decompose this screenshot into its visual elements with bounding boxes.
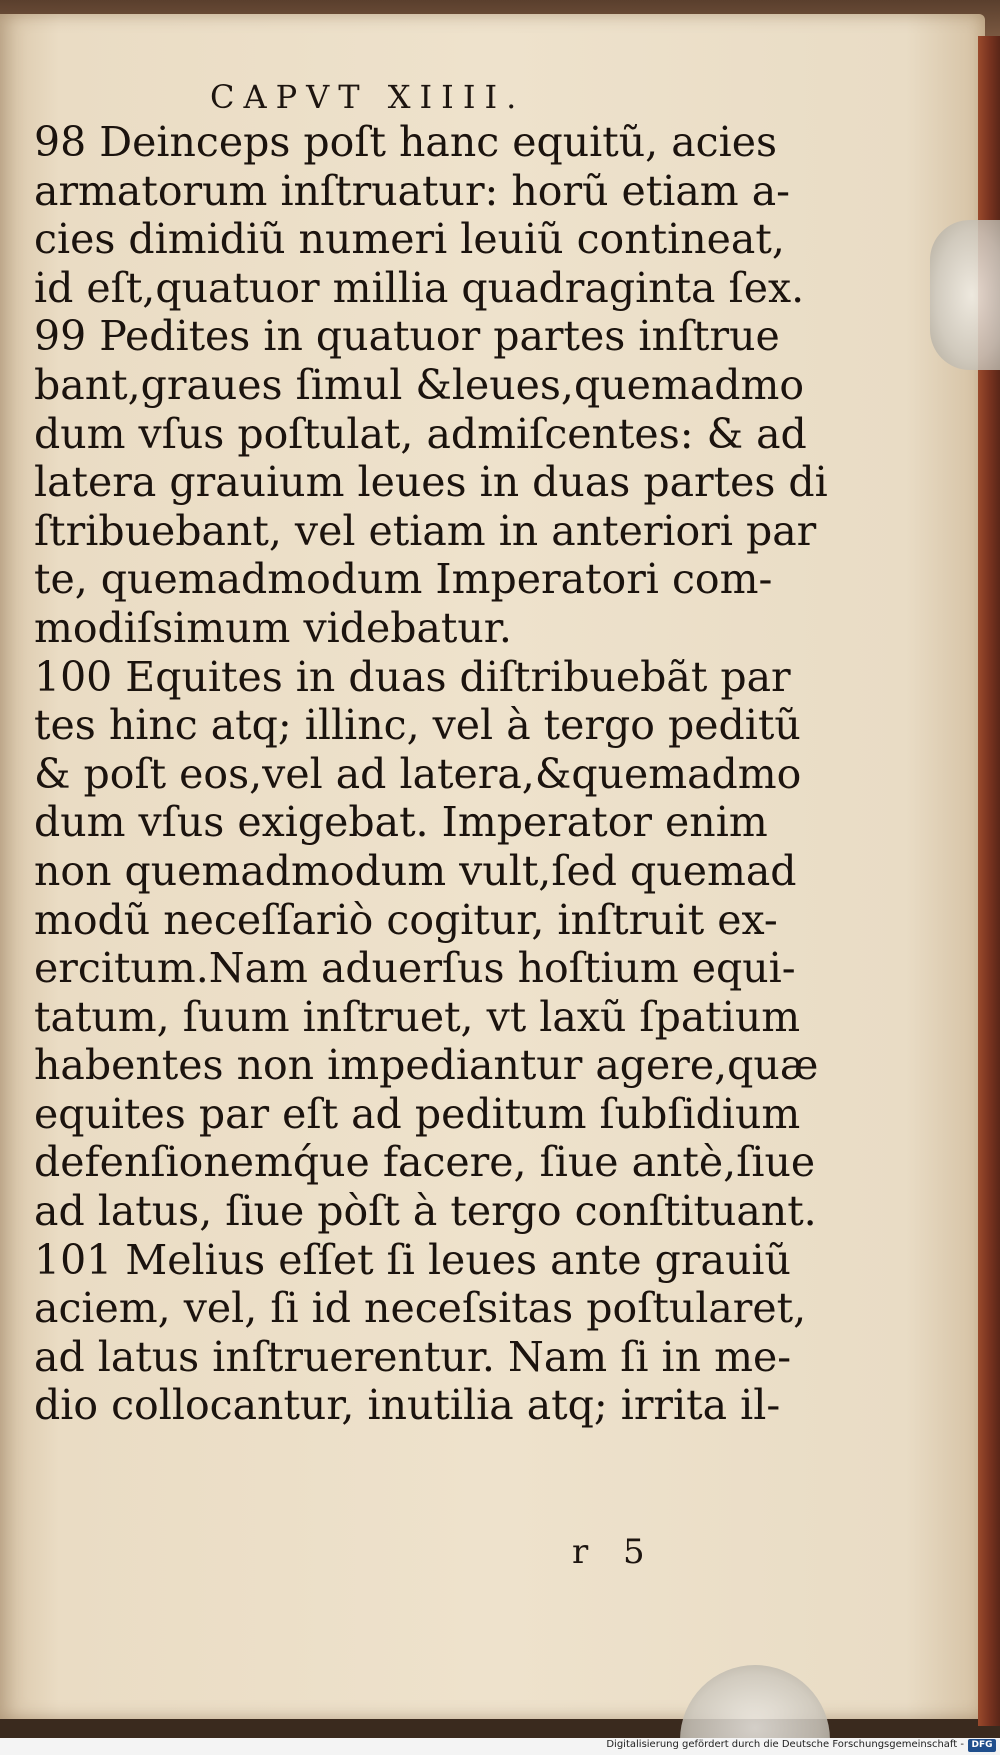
text-line: habentes non impediantur agere,quæ xyxy=(34,1041,819,1090)
text-line: armatorum inſtruatur: horũ etiam a- xyxy=(34,166,791,215)
text-line: 100 Equites in duas diſtribuebãt par xyxy=(34,652,791,701)
text-line: equites par eſt ad peditum ſubſidium xyxy=(34,1089,801,1138)
text-line: latera grauium leues in duas partes di xyxy=(34,458,828,507)
text-line: ſtribuebant, vel etiam in anteriori par xyxy=(34,506,817,555)
text-line: cies dimidiũ numeri leuiũ contineat, xyxy=(34,215,785,264)
text-line: aciem, vel, ſi id neceſsitas poſtularet, xyxy=(34,1284,807,1333)
text-line: ad latus, ſiue pòſt à tergo conſtituant. xyxy=(34,1187,817,1236)
text-line: te, quemadmodum Imperatori com- xyxy=(34,555,773,604)
text-line: dum vſus poſtulat, admiſcentes: & ad xyxy=(34,409,807,458)
chapter-header: CAPVT XIIII. xyxy=(210,78,526,116)
text-line: ad latus inſtruerentur. Nam ſi in me- xyxy=(34,1332,792,1381)
text-line: tes hinc atq; illinc, vel à tergo peditũ xyxy=(34,701,801,750)
text-line: defenſionemq́ue facere, ſiue antè,ſiue xyxy=(34,1138,816,1187)
text-line: id eſt,quatuor millia quadraginta ſex. xyxy=(34,263,805,312)
footer-credit: Digitalisierung gefördert durch die Deutsche Forschungsgemeinschaft - xyxy=(606,1739,964,1750)
text-line: 99 Pedites in quatuor partes inſtrue xyxy=(34,312,780,361)
text-line: ercitum.Nam aduerſus hoſtium equi- xyxy=(34,944,796,993)
text-line: modiſsimum videbatur. xyxy=(34,603,512,652)
text-line: & poſt eos,vel ad latera,&quemadmo xyxy=(34,749,802,798)
text-line: tatum, ſuum inſtruet, vt laxũ ſpatium xyxy=(34,992,801,1041)
dfg-logo: DFG xyxy=(968,1739,996,1752)
text-line: dio collocantur, inutilia atq; irrita il- xyxy=(34,1381,781,1430)
text-line: 101 Melius eſſet ſi leues ante grauiũ xyxy=(34,1235,791,1284)
text-line: non quemadmodum vult,ſed quemad xyxy=(34,846,797,895)
text-line: dum vſus exigebat. Imperator enim xyxy=(34,798,768,847)
text-line: modũ neceſſariò cogitur, inſtruit ex- xyxy=(34,895,778,944)
text-line: 98 Deinceps poſt hanc equitũ, acies xyxy=(34,118,778,166)
footer-bar xyxy=(0,1738,1000,1755)
page-text xyxy=(34,118,828,1430)
text-line: bant,graues ſimul &leues,quemadmo xyxy=(34,360,805,409)
page-clip-top xyxy=(930,220,1000,370)
signature-mark: r 5 xyxy=(572,1532,657,1572)
